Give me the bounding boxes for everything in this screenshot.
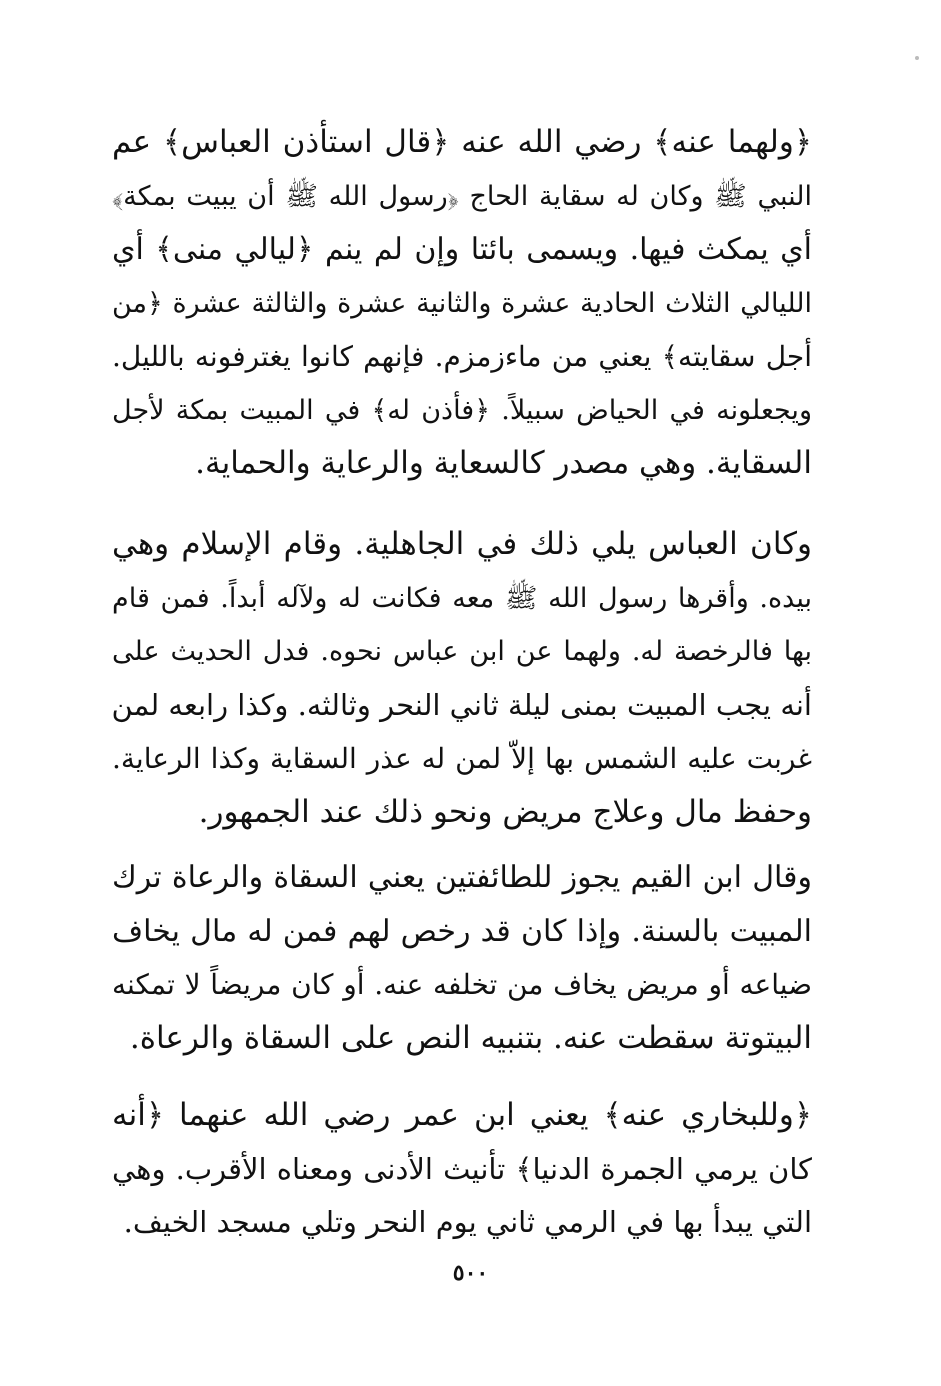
text-line: الليالي الثلاث الحادية عشرة والثانية عشرة والثالثة عشرة ﴿من [112,287,812,319]
text-line: بيده. وأقرها رسول الله ﷺ معه فكانت له ولآله أبداً. فمن قام [112,582,812,614]
text-line: وكان العباس يلي ذلك في الجاهلية. وقام الإسلام وهي [112,526,812,562]
text-line: كان يرمي الجمرة الدنيا﴾ تأنيث الأدنى ومعناه الأقرب. وهي [112,1151,812,1186]
text-line: ﴿ولهما عنه﴾ رضي الله عنه ﴿قال استأذن العباس﴾ عم [112,124,812,160]
text-line: ضياعه أو مريض يخاف من تخلفه عنه. أو كان مريضاً لا تمكنه [112,968,812,1001]
paragraph-2 [112,518,812,839]
text-line: وحفظ مال وعلاج مريض ونحو ذلك عند الجمهور. [198,793,812,830]
scan-speck [915,56,919,60]
text-line: وقال ابن القيم يجوز للطائفتين يعني السقاة والرعاة ترك [112,860,812,895]
text-line: السقاية. وهي مصدر كالسعاية والرعاية والحماية. [195,445,812,481]
text-line: ﴿وللبخاري عنه﴾ يعني ابن عمر رضي الله عنهما ﴿أنه [112,1097,812,1133]
text-line: المبيت بالسنة. وإذا كان قد رخص لهم فمن له مال يخاف [112,913,812,949]
paragraph-3 [112,851,812,1065]
text-line: ويجعلونه في الحياض سبيلاً. ﴿فأذن له﴾ في المبيت بمكة لأجل [112,394,812,426]
text-line: البيتوتة سقطت عنه. بتنبيه النص على السقاة والرعاة. [129,1019,812,1056]
paragraph-1 [112,116,812,491]
text-line: النبي ﷺ وكان له سقاية الحاج ﴿رسول الله ﷺ أن يبيت بمكة﴾ [112,180,812,212]
page-number: ٥٠٠ [452,1260,489,1286]
text-line: أجل سقايته﴾ يعني من ماءزمزم. فإنهم كانوا يغترفونه بالليل. [112,340,812,373]
text-line: غربت عليه الشمس بها إلاّ لمن له عذر السقاية وكذا الرعاية. [112,742,812,775]
text-line: التي يبدأ بها في الرمي ثاني يوم النحر وتلي مسجد الخيف. [123,1205,812,1239]
text-line: بها فالرخصة له. ولهما عن ابن عباس نحوه. فدل الحديث على [112,636,812,667]
paragraph-4 [112,1089,812,1250]
text-line: أنه يجب المبيت بمنى ليلة ثاني النحر وثالثه. وكذا رابعه لمن [111,687,812,722]
text-line: أي يمكث فيها. ويسمى بائتا وإن لم ينم ﴿ليالي منى﴾ أي [112,232,812,267]
